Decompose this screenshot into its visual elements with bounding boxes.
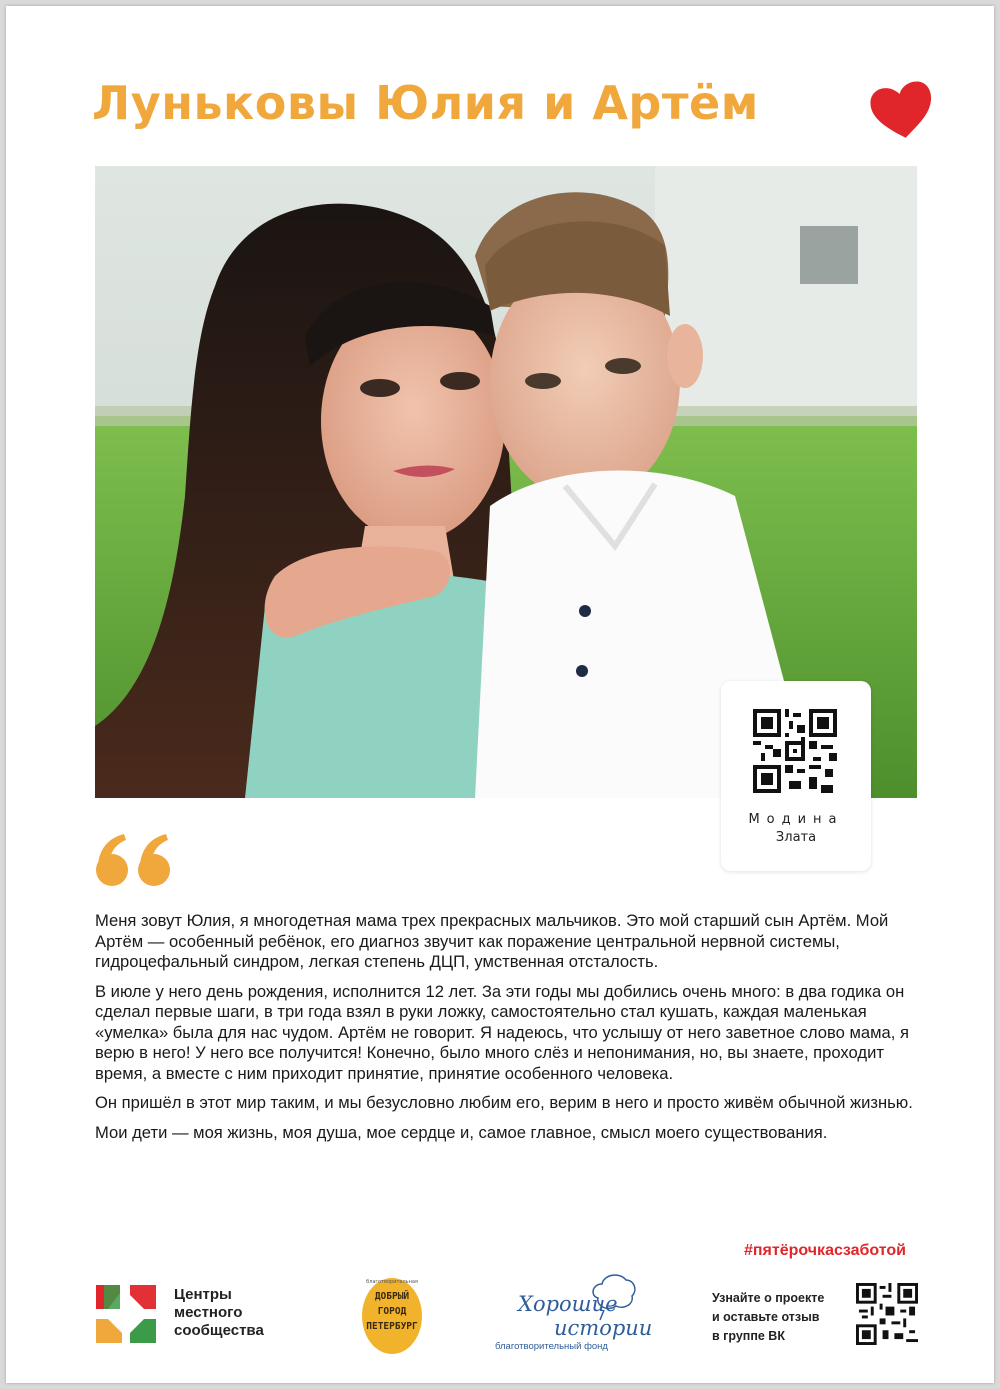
vk-line-1: Узнайте о проекте xyxy=(712,1291,825,1305)
vk-group-callout xyxy=(712,1289,824,1346)
page-title: Луньковы Юлия и Артём xyxy=(92,76,759,130)
story-paragraph-2: В июле у него день рождения, исполнится 12 лет. За эти годы мы добились очень много: в два годика он сделал первые шаги, в три года взял в руки ложку, самостоятельно стал кушать, каждая маленькая «умелка» была для нас чудом. Артём не говорит. Я надеюсь, что услышу от него заветное слово мама, я верю в него! У него все получится! Конечно, было много слёз и непонимания, но, вы знаете, проходит время, а вместе с ним приходит принятие, принятие особенного человека. xyxy=(95,981,909,1083)
dobry-line-1: ДОБРЫЙ xyxy=(374,1291,410,1302)
author-qr-card[interactable] xyxy=(721,681,871,871)
ccs-line-1: Центры xyxy=(174,1286,232,1303)
dobry-line-3: ПЕТЕРБУРГ xyxy=(366,1321,418,1332)
qr-code-icon[interactable] xyxy=(753,709,837,793)
dobry-small-text: благотворительная xyxy=(366,1279,418,1285)
story-paragraph-1: Меня зовут Юлия, я многодетная мама трех прекрасных мальчиков. Это мой старший сын Артём. Мой Артём — особенный ребёнок, его диагноз звучит как поражение центральной нервной системы, гидроцефальный синдром, легкая степень ДЦП, умственная отсталость. xyxy=(95,911,889,971)
good-stories-line-2: истории xyxy=(554,1316,653,1340)
ccs-line-2: местного xyxy=(174,1304,243,1321)
author-name-line1: Модина xyxy=(748,812,844,827)
hashtag[interactable]: #пятёрочкасзаботой xyxy=(743,1242,906,1259)
story-paragraph-4: Мои дети — моя жизнь, моя душа, мое сердце и, самое главное, смысл моего существования. xyxy=(95,1122,828,1142)
vk-line-3: в группе ВК xyxy=(712,1329,785,1343)
community-centers-logo-icon xyxy=(94,1283,158,1345)
vk-line-2: и оставьте отзыв xyxy=(712,1310,820,1324)
dobry-gorod-label xyxy=(356,1289,428,1334)
story-paragraph-3: Он пришёл в этот мир таким, и мы безусловно любим его, верим в него и просто живём обычной жизнью. xyxy=(95,1093,913,1112)
quote-icon xyxy=(94,832,174,888)
community-centers-label xyxy=(174,1286,264,1340)
good-stories-line-1: Хорошие xyxy=(518,1292,618,1316)
vk-qr-code-icon[interactable] xyxy=(856,1283,918,1345)
dobry-line-2: ГОРОД xyxy=(377,1306,407,1317)
story-text xyxy=(95,911,925,1152)
author-name-line2: Злата xyxy=(775,830,817,845)
poster-sheet xyxy=(6,6,994,1383)
good-stories-line-3: благотворительный фонд xyxy=(495,1341,608,1352)
ccs-line-3: сообщества xyxy=(174,1322,264,1339)
heart-icon xyxy=(868,80,936,142)
